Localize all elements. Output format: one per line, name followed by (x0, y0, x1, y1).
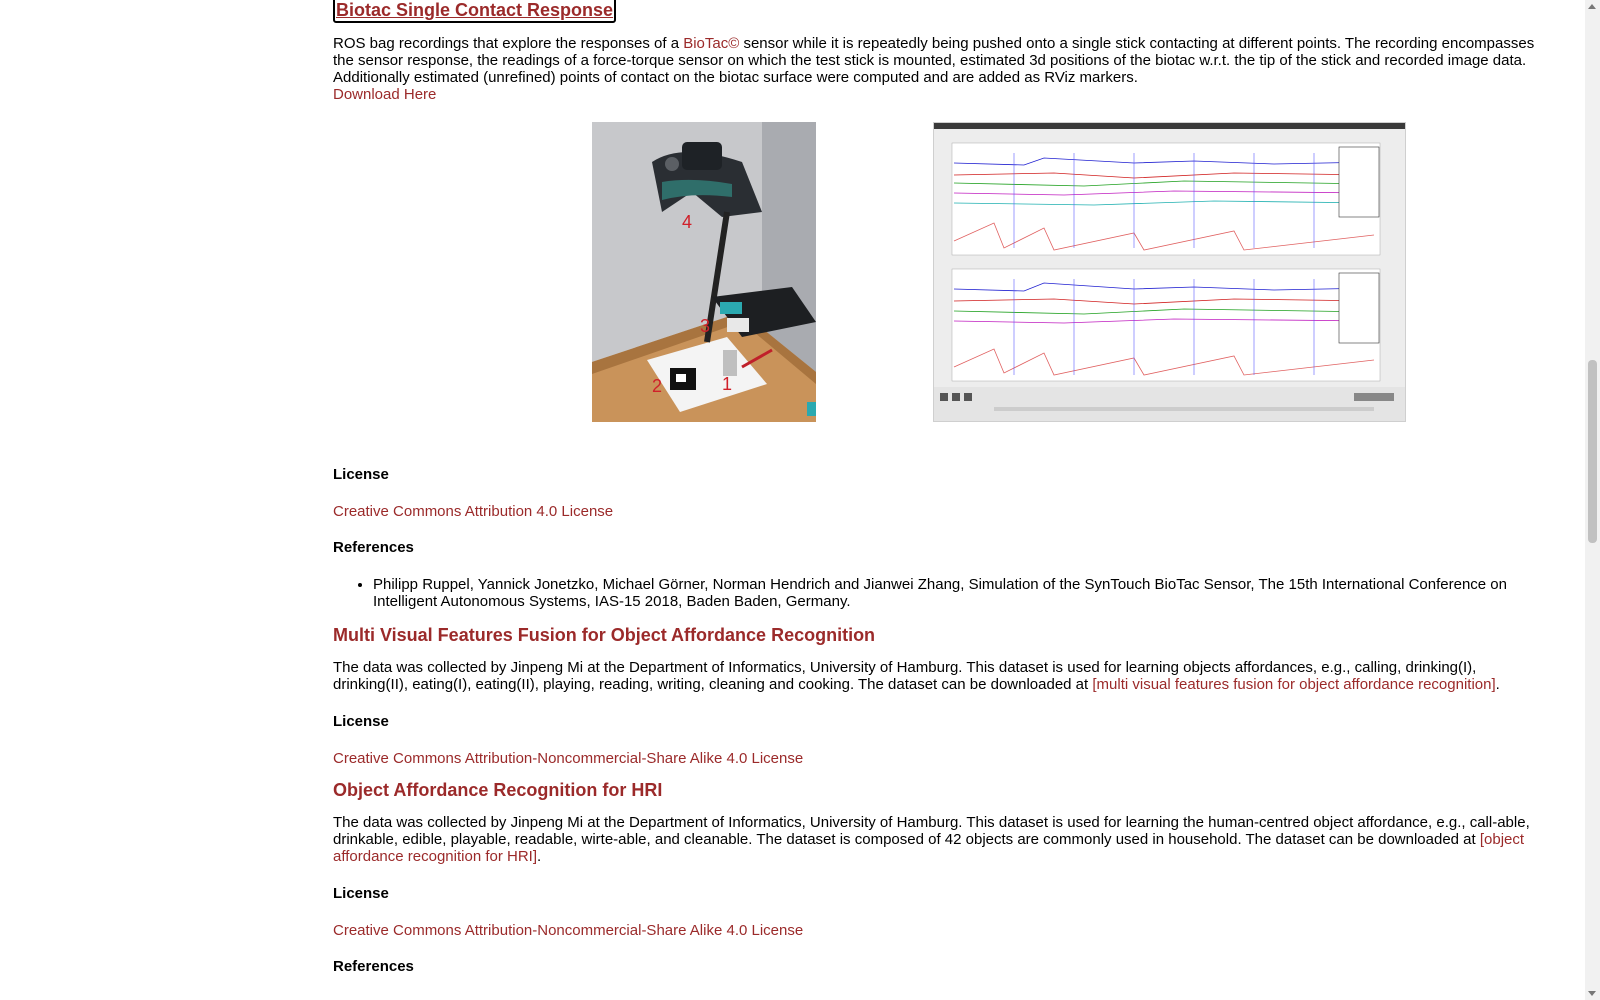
multi-section-title: Multi Visual Features Fusion for Object Affordance Recognition (333, 625, 876, 645)
multi-desc-text: The data was collected by Jinpeng Mi at the Department of Informatics, University of Hamburg. This dataset is used for learning objects affordances, e.g., calling, drinking(I), drinking(II), eating(I), eating(II), playing, reading, writing, cleaning and cooking. The dataset can be downloaded at (333, 659, 1477, 693)
biotac-photo (592, 122, 816, 422)
biotac-license-link[interactable]: Creative Commons Attribution 4.0 License (333, 503, 614, 520)
photo-label-1: 1 (722, 374, 733, 394)
main-content (333, 0, 1553, 976)
multi-license-link[interactable]: Creative Commons Attribution-Noncommercial-Share Alike 4.0 License (333, 750, 804, 767)
hri-description: The data was collected by Jinpeng Mi at the Department of Informatics, University of Hamburg. This dataset is used for learning the human-centred object affordance, e.g., call-able, drinkable, edible, playable, readable, wirte-able, and cleanable. The dataset is composed of 42 objects are commonly used in household. The dataset can be downloaded at [object affordance recognition for HRI]. (333, 814, 1530, 865)
biotac-link[interactable]: BioTac© (683, 35, 740, 52)
biotac-license-heading: License (333, 466, 389, 483)
scrollbar-thumb[interactable] (1588, 360, 1597, 543)
multi-download-link[interactable]: [multi visual features fusion for object affordance recognition] (1092, 676, 1496, 693)
rqt-plot-screenshot (933, 122, 1406, 422)
download-link[interactable]: Download Here (333, 86, 437, 103)
hri-references-heading: References (333, 958, 414, 975)
biotac-references-heading: References (333, 539, 414, 556)
scroll-up-icon[interactable] (1588, 4, 1596, 9)
photo-label-4: 4 (682, 212, 693, 232)
hri-license-heading: License (333, 885, 389, 902)
biotac-section-title[interactable]: Biotac Single Contact Response (333, 0, 616, 23)
vertical-scrollbar[interactable] (1585, 0, 1600, 1000)
hri-section-title: Object Affordance Recognition for HRI (333, 780, 663, 800)
hri-desc-text: The data was collected by Jinpeng Mi at the Department of Informatics, University of Hamburg. This dataset is used for learning the human-centred object affordance, e.g., call-able, drinkable, edible, playable, readable, wirte-able, and cleanable. The dataset is composed of 42 objects are commonly used in household. The dataset can be downloaded at (333, 814, 1530, 848)
photo-label-3: 3 (700, 316, 711, 336)
biotac-figures (333, 122, 1553, 422)
multi-description: The data was collected by Jinpeng Mi at the Department of Informatics, University of Hamburg. This dataset is used for learning objects affordances, e.g., calling, drinking(I), drinking(II), eating(I), eating(II), playing, reading, writing, cleaning and cooking. The dataset can be downloaded at [multi visual features fusion for object affordance recognition]. (333, 659, 1500, 693)
multi-license-heading: License (333, 713, 389, 730)
scroll-down-icon[interactable] (1588, 991, 1596, 996)
biotac-description (333, 35, 1553, 86)
biotac-desc-text-2: sensor while it is repeatedly being pushed onto a single stick contacting at different points. The recording encompasses the sensor response, the readings of a force-torque sensor on which the test stick is mounted, estimated 3d positions of the biotac w.r.t. the tip of the stick and recorded image data. Additionally estimated (unrefined) points of contact on the biotac surface were computed and are added as RViz markers. (333, 35, 1535, 86)
hri-license-link[interactable]: Creative Commons Attribution-Noncommercial-Share Alike 4.0 License (333, 922, 804, 939)
hri-download-link[interactable]: [object affordance recognition for HRI] (333, 831, 1525, 865)
reference-item: • Philipp Ruppel, Yannick Jonetzko, Michael Görner, Norman Hendrich and Jianwei Zhang, Simulation of the SynTouch BioTac Sensor, The 15th International Conference on Intelligent Autonomous Systems, IAS-15 2018, Baden Baden, Germany. (373, 576, 1553, 610)
photo-label-2: 2 (652, 376, 663, 396)
biotac-references-list (333, 576, 1553, 610)
biotac-desc-text: ROS bag recordings that explore the responses of a (333, 35, 684, 52)
